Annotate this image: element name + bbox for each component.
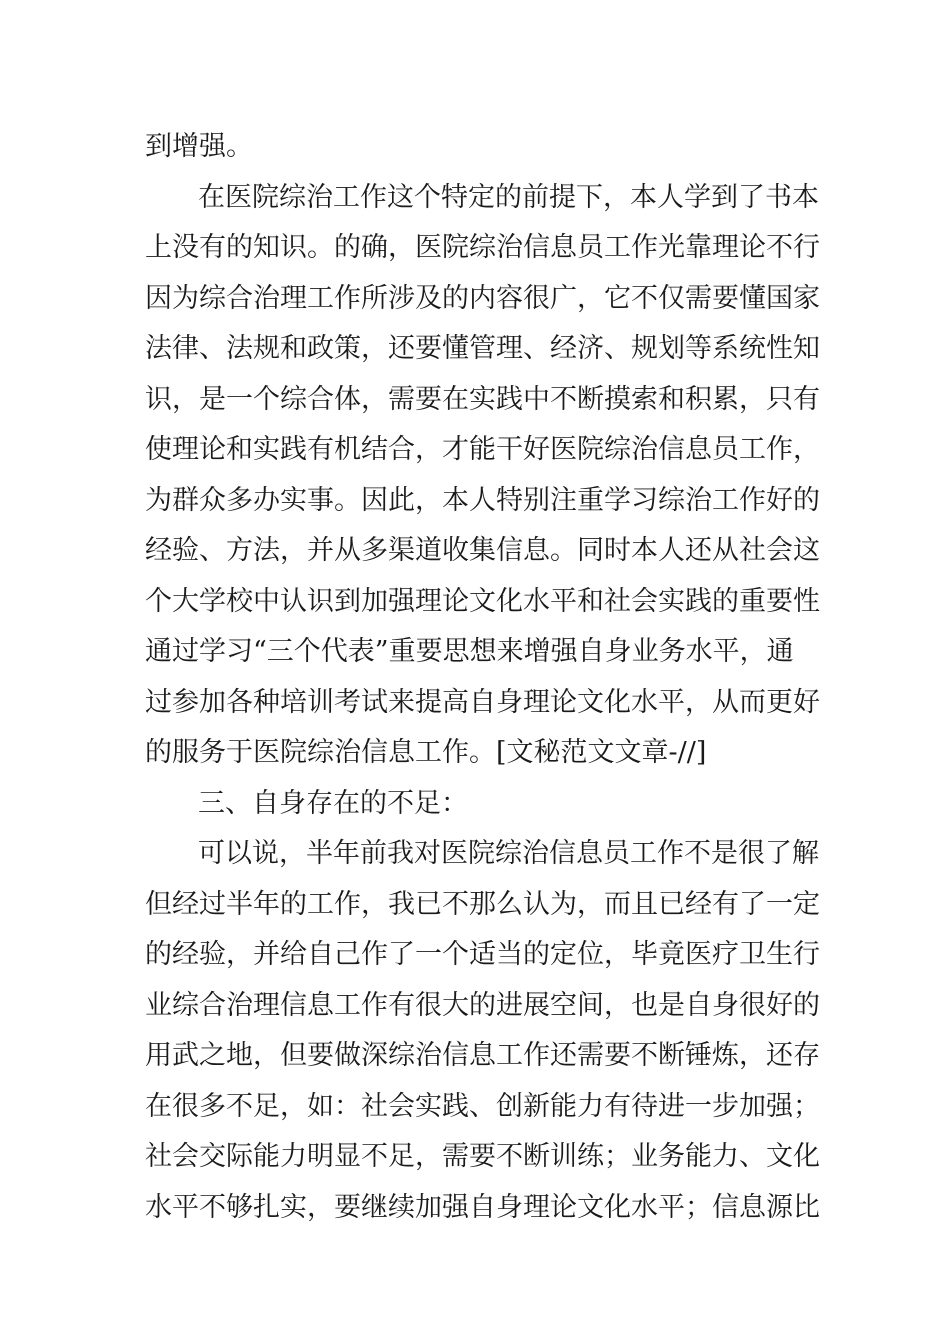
text-line: 个大学校中认识到加强理论文化水平和社会实践的重要性 (145, 586, 820, 617)
text-line: 在很多不足，如：社会实践、创新能力有待进一步加强； (145, 1091, 820, 1122)
paragraph-start-line: 在医院综治工作这个特定的前提下，本人学到了书本 (198, 182, 819, 213)
text-line: 水平不够扎实，要继续加强自身理论文化水平；信息源比 (145, 1192, 820, 1223)
text-line: 但经过半年的工作，我已不那么认为，而且已经有了一定 (145, 889, 820, 920)
text-line: 经验、方法，并从多渠道收集信息。同时本人还从社会这 (145, 535, 820, 566)
text-line: 因为综合治理工作所涉及的内容很广，它不仅需要懂国家 (145, 283, 820, 314)
text-line: 上没有的知识。的确，医院综治信息员工作光靠理论不行 (145, 232, 820, 263)
text-line: 的经验，并给自己作了一个适当的定位，毕竟医疗卫生行 (145, 939, 820, 970)
paragraph-start-line: 可以说，半年前我对医院综治信息员工作不是很了解 (198, 838, 819, 869)
text-line: 通过学习“三个代表”重要思想来增强自身业务水平，通 (145, 636, 794, 667)
text-line: 使理论和实践有机结合，才能干好医院综治信息员工作， (145, 434, 820, 465)
text-line: 为群众多办实事。因此，本人特别注重学习综治工作好的 (145, 485, 820, 516)
text-line: 社会交际能力明显不足，需要不断训练；业务能力、文化 (145, 1141, 820, 1172)
section-heading: 三、自身存在的不足： (198, 788, 468, 819)
text-line: 的服务于医院综治信息工作。[文秘范文文章-//] (145, 737, 707, 768)
text-line: 到增强。 (145, 131, 253, 162)
text-line: 识，是一个综合体，需要在实践中不断摸索和积累，只有 (145, 384, 820, 415)
text-line: 法律、法规和政策，还要懂管理、经济、规划等系统性知 (145, 333, 820, 364)
text-line: 过参加各种培训考试来提高自身理论文化水平，从而更好 (145, 687, 820, 718)
text-line: 业综合治理信息工作有很大的进展空间，也是自身很好的 (145, 990, 820, 1021)
text-line: 用武之地，但要做深综治信息工作还需要不断锤炼，还存 (145, 1040, 820, 1071)
